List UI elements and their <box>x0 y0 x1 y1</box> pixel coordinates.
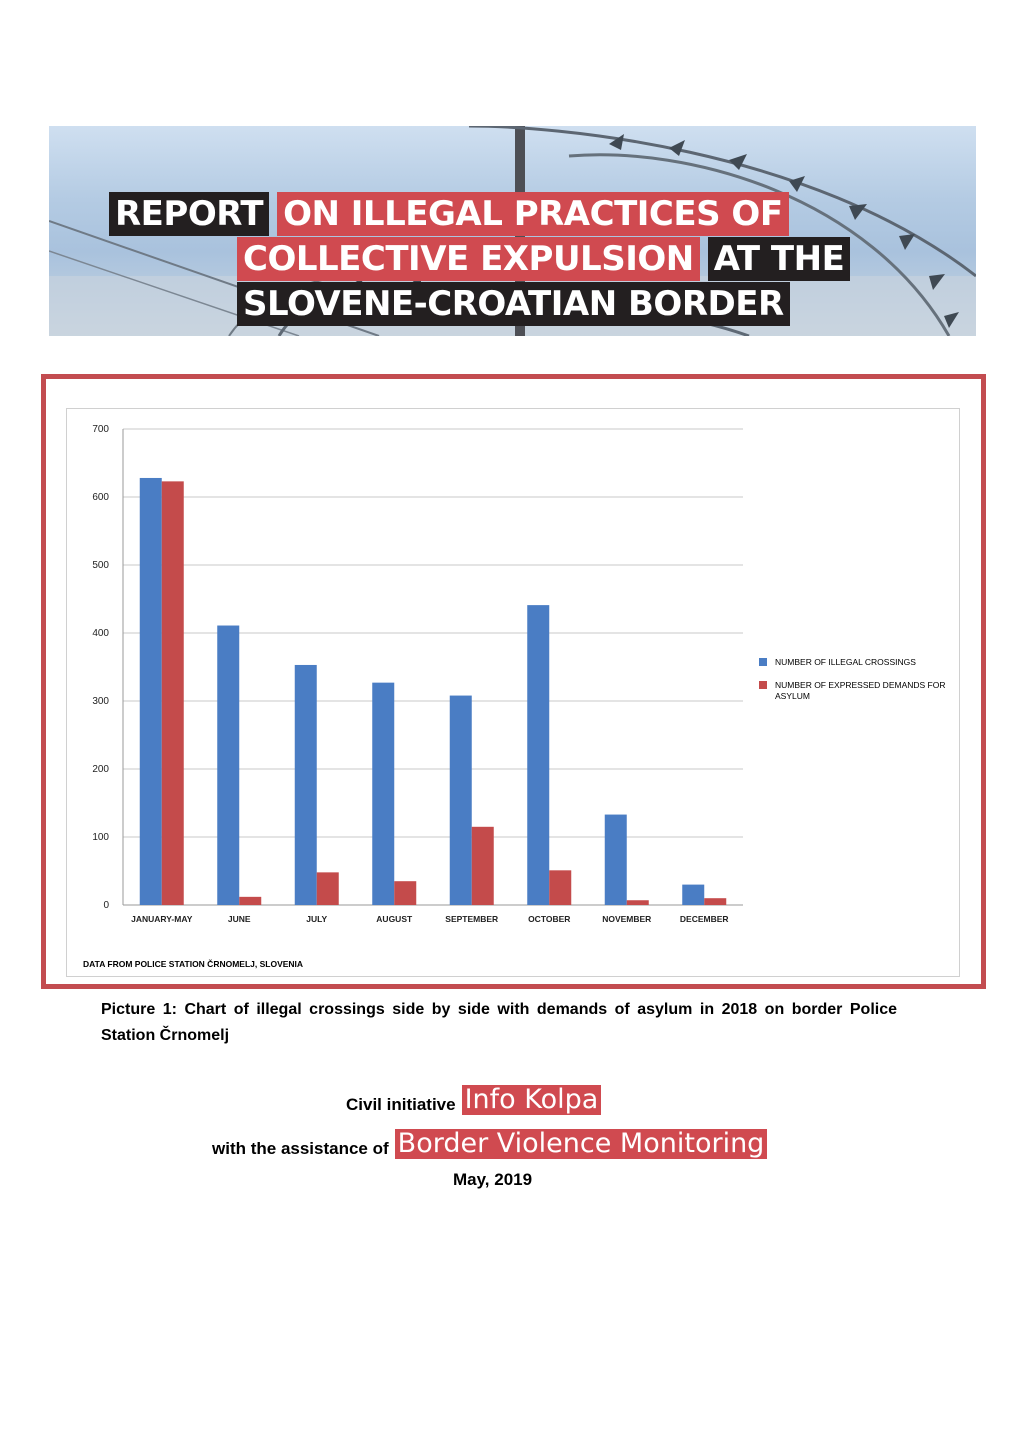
legend-swatch-crossings <box>759 658 767 666</box>
bar-asylum-demands <box>239 897 261 905</box>
legend-item-crossings <box>759 657 959 668</box>
x-tick-label: JUNE <box>227 914 251 924</box>
y-tick-label: 300 <box>92 696 109 707</box>
legend-item-asylum <box>759 680 959 702</box>
civil-initiative-label: Civil initiative <box>346 1095 456 1114</box>
y-tick-label: 700 <box>92 424 109 435</box>
report-banner <box>49 126 976 336</box>
report-date: May, 2019 <box>453 1170 533 1189</box>
info-kolpa-logo: Info Kolpa <box>462 1085 602 1115</box>
x-tick-label: NOVEMBER <box>602 914 652 924</box>
bar-asylum-demands <box>317 872 339 905</box>
bar-asylum-demands <box>627 900 649 905</box>
figure-caption: Picture 1: Chart of illegal crossings side by side with demands of asylum in 2018 on border Police Station Črnomelj <box>101 1001 897 1044</box>
y-tick-label: 200 <box>92 764 109 775</box>
bar-illegal-crossings <box>682 885 704 905</box>
banner-title-at-the: AT THE <box>708 237 851 281</box>
legend-label-crossings: NUMBER OF ILLEGAL CROSSINGS <box>775 657 916 667</box>
chart-legend <box>759 657 959 714</box>
y-tick-label: 500 <box>92 560 109 571</box>
y-tick-label: 600 <box>92 492 109 503</box>
y-tick-label: 0 <box>103 900 109 911</box>
bar-illegal-crossings <box>450 696 472 905</box>
legend-swatch-asylum <box>759 681 767 689</box>
chart-frame <box>41 374 986 989</box>
x-tick-label: OCTOBER <box>528 914 571 924</box>
x-tick-label: DECEMBER <box>679 914 729 924</box>
bar-illegal-crossings <box>605 815 627 905</box>
bar-illegal-crossings <box>527 605 549 905</box>
x-tick-label: JANUARY-MAY <box>131 914 193 924</box>
banner-title-border: SLOVENE-CROATIAN BORDER <box>237 282 790 326</box>
banner-title-collective-expulsion: COLLECTIVE EXPULSION <box>237 237 700 281</box>
bar-asylum-demands <box>394 881 416 905</box>
x-tick-label: SEPTEMBER <box>445 914 499 924</box>
assistance-line <box>212 1129 767 1159</box>
bar-asylum-demands <box>162 481 184 905</box>
y-tick-label: 100 <box>92 832 109 843</box>
banner-title-report: REPORT <box>109 192 269 236</box>
border-violence-monitoring-logo: Border Violence Monitoring <box>395 1129 768 1159</box>
bar-asylum-demands <box>472 827 494 905</box>
bar-asylum-demands <box>704 898 726 905</box>
banner-title-line-3 <box>237 282 790 326</box>
bar-illegal-crossings <box>140 478 162 905</box>
banner-title-line-1 <box>109 192 789 236</box>
bar-illegal-crossings <box>217 626 239 905</box>
civil-initiative-line <box>346 1085 601 1115</box>
bar-illegal-crossings <box>372 683 394 905</box>
y-tick-label: 400 <box>92 628 109 639</box>
banner-title-illegal-practices: ON ILLEGAL PRACTICES OF <box>277 192 788 236</box>
bar-asylum-demands <box>549 870 571 905</box>
x-tick-label: AUGUST <box>376 914 413 924</box>
banner-title-line-2 <box>237 237 850 281</box>
x-tick-label: JULY <box>306 914 328 924</box>
chart-panel <box>66 408 960 977</box>
legend-label-asylum: NUMBER OF EXPRESSED DEMANDS FOR ASYLUM <box>775 680 946 701</box>
bar-illegal-crossings <box>295 665 317 905</box>
assistance-label: with the assistance of <box>212 1139 389 1158</box>
chart-source-note: DATA FROM POLICE STATION ČRNOMELJ, SLOVENIA <box>83 959 304 969</box>
